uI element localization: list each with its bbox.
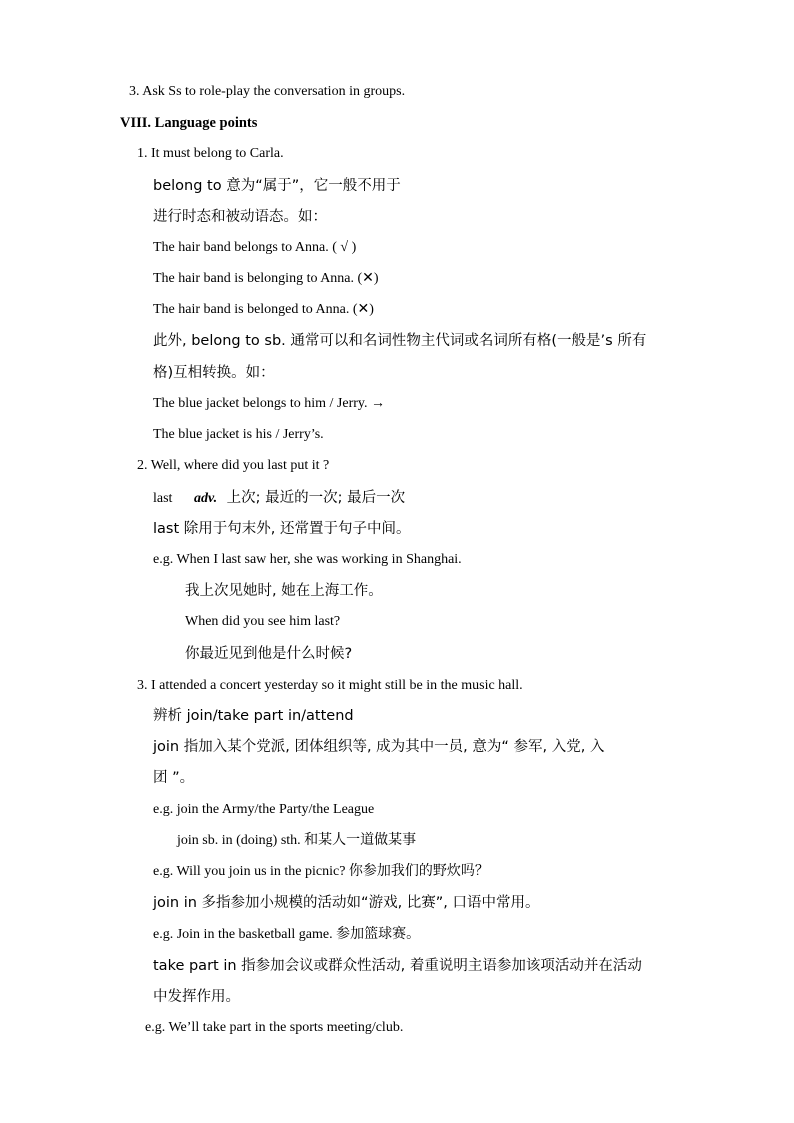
distinction-heading: 辨析 join/take part in/attend [153, 708, 354, 724]
last-word: last [153, 491, 173, 506]
last-position-note: last 除用于句末外, 还常置于句子中间。 [153, 521, 411, 537]
belong-to-conversion-note: 此外, belong to sb. 通常可以和名词性物主代词或名词所有格(一般是’s 所有 [153, 333, 647, 349]
example-shanghai-translation: 我上次见她时, 她在上海工作。 [185, 583, 383, 599]
example-shanghai: e.g. When I last saw her, she was working in Shanghai. [153, 552, 462, 567]
example-join-picnic: e.g. Will you join us in the picnic? 你参加我们的野炊吗？ [153, 864, 489, 879]
last-meanings: 上次; 最近的一次; 最后一次 [226, 490, 406, 506]
point-3-sentence: 3. I attended a concert yesterday so it might still be in the music hall. [137, 678, 523, 693]
example-correct: The hair band belongs to Anna. ( √ ) [153, 240, 357, 255]
take-part-in-definition-cont: 中发挥作用。 [153, 989, 240, 1005]
belong-to-meaning: belong to 意为“属于”，它一般不用于 [153, 178, 401, 194]
example-wrong-progressive: The hair band is belonging to Anna. (✕) [153, 271, 379, 286]
example-jacket-is-his: The blue jacket is his / Jerry’s. [153, 427, 324, 442]
belong-to-usage-note: 进行时态和被动语态。如： [153, 209, 327, 225]
example-see-him-translation: 你最近见到他是什么时候? [185, 646, 353, 662]
point-1-sentence: 1. It must belong to Carla. [137, 146, 284, 161]
take-part-in-definition: take part in 指参加会议或群众性活动, 着重说明主语参加该项活动并在活动 [153, 958, 642, 974]
last-definition [153, 488, 405, 509]
example-join-in-game: e.g. Join in the basketball game. 参加篮球赛。 [153, 927, 421, 942]
section-heading-language-points: VIII. Language points [120, 115, 258, 131]
join-definition: join 指加入某个党派, 团体组织等, 成为其中一员, 意为“ 参军, 入党, 入 [153, 739, 605, 755]
example-join-army: e.g. join the Army/the Party/the League [153, 802, 375, 817]
example-see-him-last: When did you see him last? [185, 614, 341, 629]
point-2-sentence: 2. Well, where did you last put it ? [137, 458, 330, 473]
join-definition-cont: 团 ”。 [153, 770, 195, 786]
last-pos: adv. [193, 491, 218, 506]
example-jacket-belongs: The blue jacket belongs to him / Jerry. → [153, 396, 385, 411]
example-wrong-passive: The hair band is belonged to Anna. (✕) [153, 302, 374, 317]
step-3-roleplay: 3. Ask Ss to role-play the conversation in groups. [129, 84, 406, 99]
join-sb-in-phrase: join sb. in (doing) sth. 和某人一道做某事 [177, 833, 417, 848]
example-take-part-in: e.g. We’ll take part in the sports meeting/club. [145, 1020, 404, 1035]
belong-to-conversion-note-cont: 格)互相转换。如： [153, 365, 275, 381]
join-in-definition: join in 多指参加小规模的活动如“游戏, 比赛”, 口语中常用。 [153, 895, 540, 911]
